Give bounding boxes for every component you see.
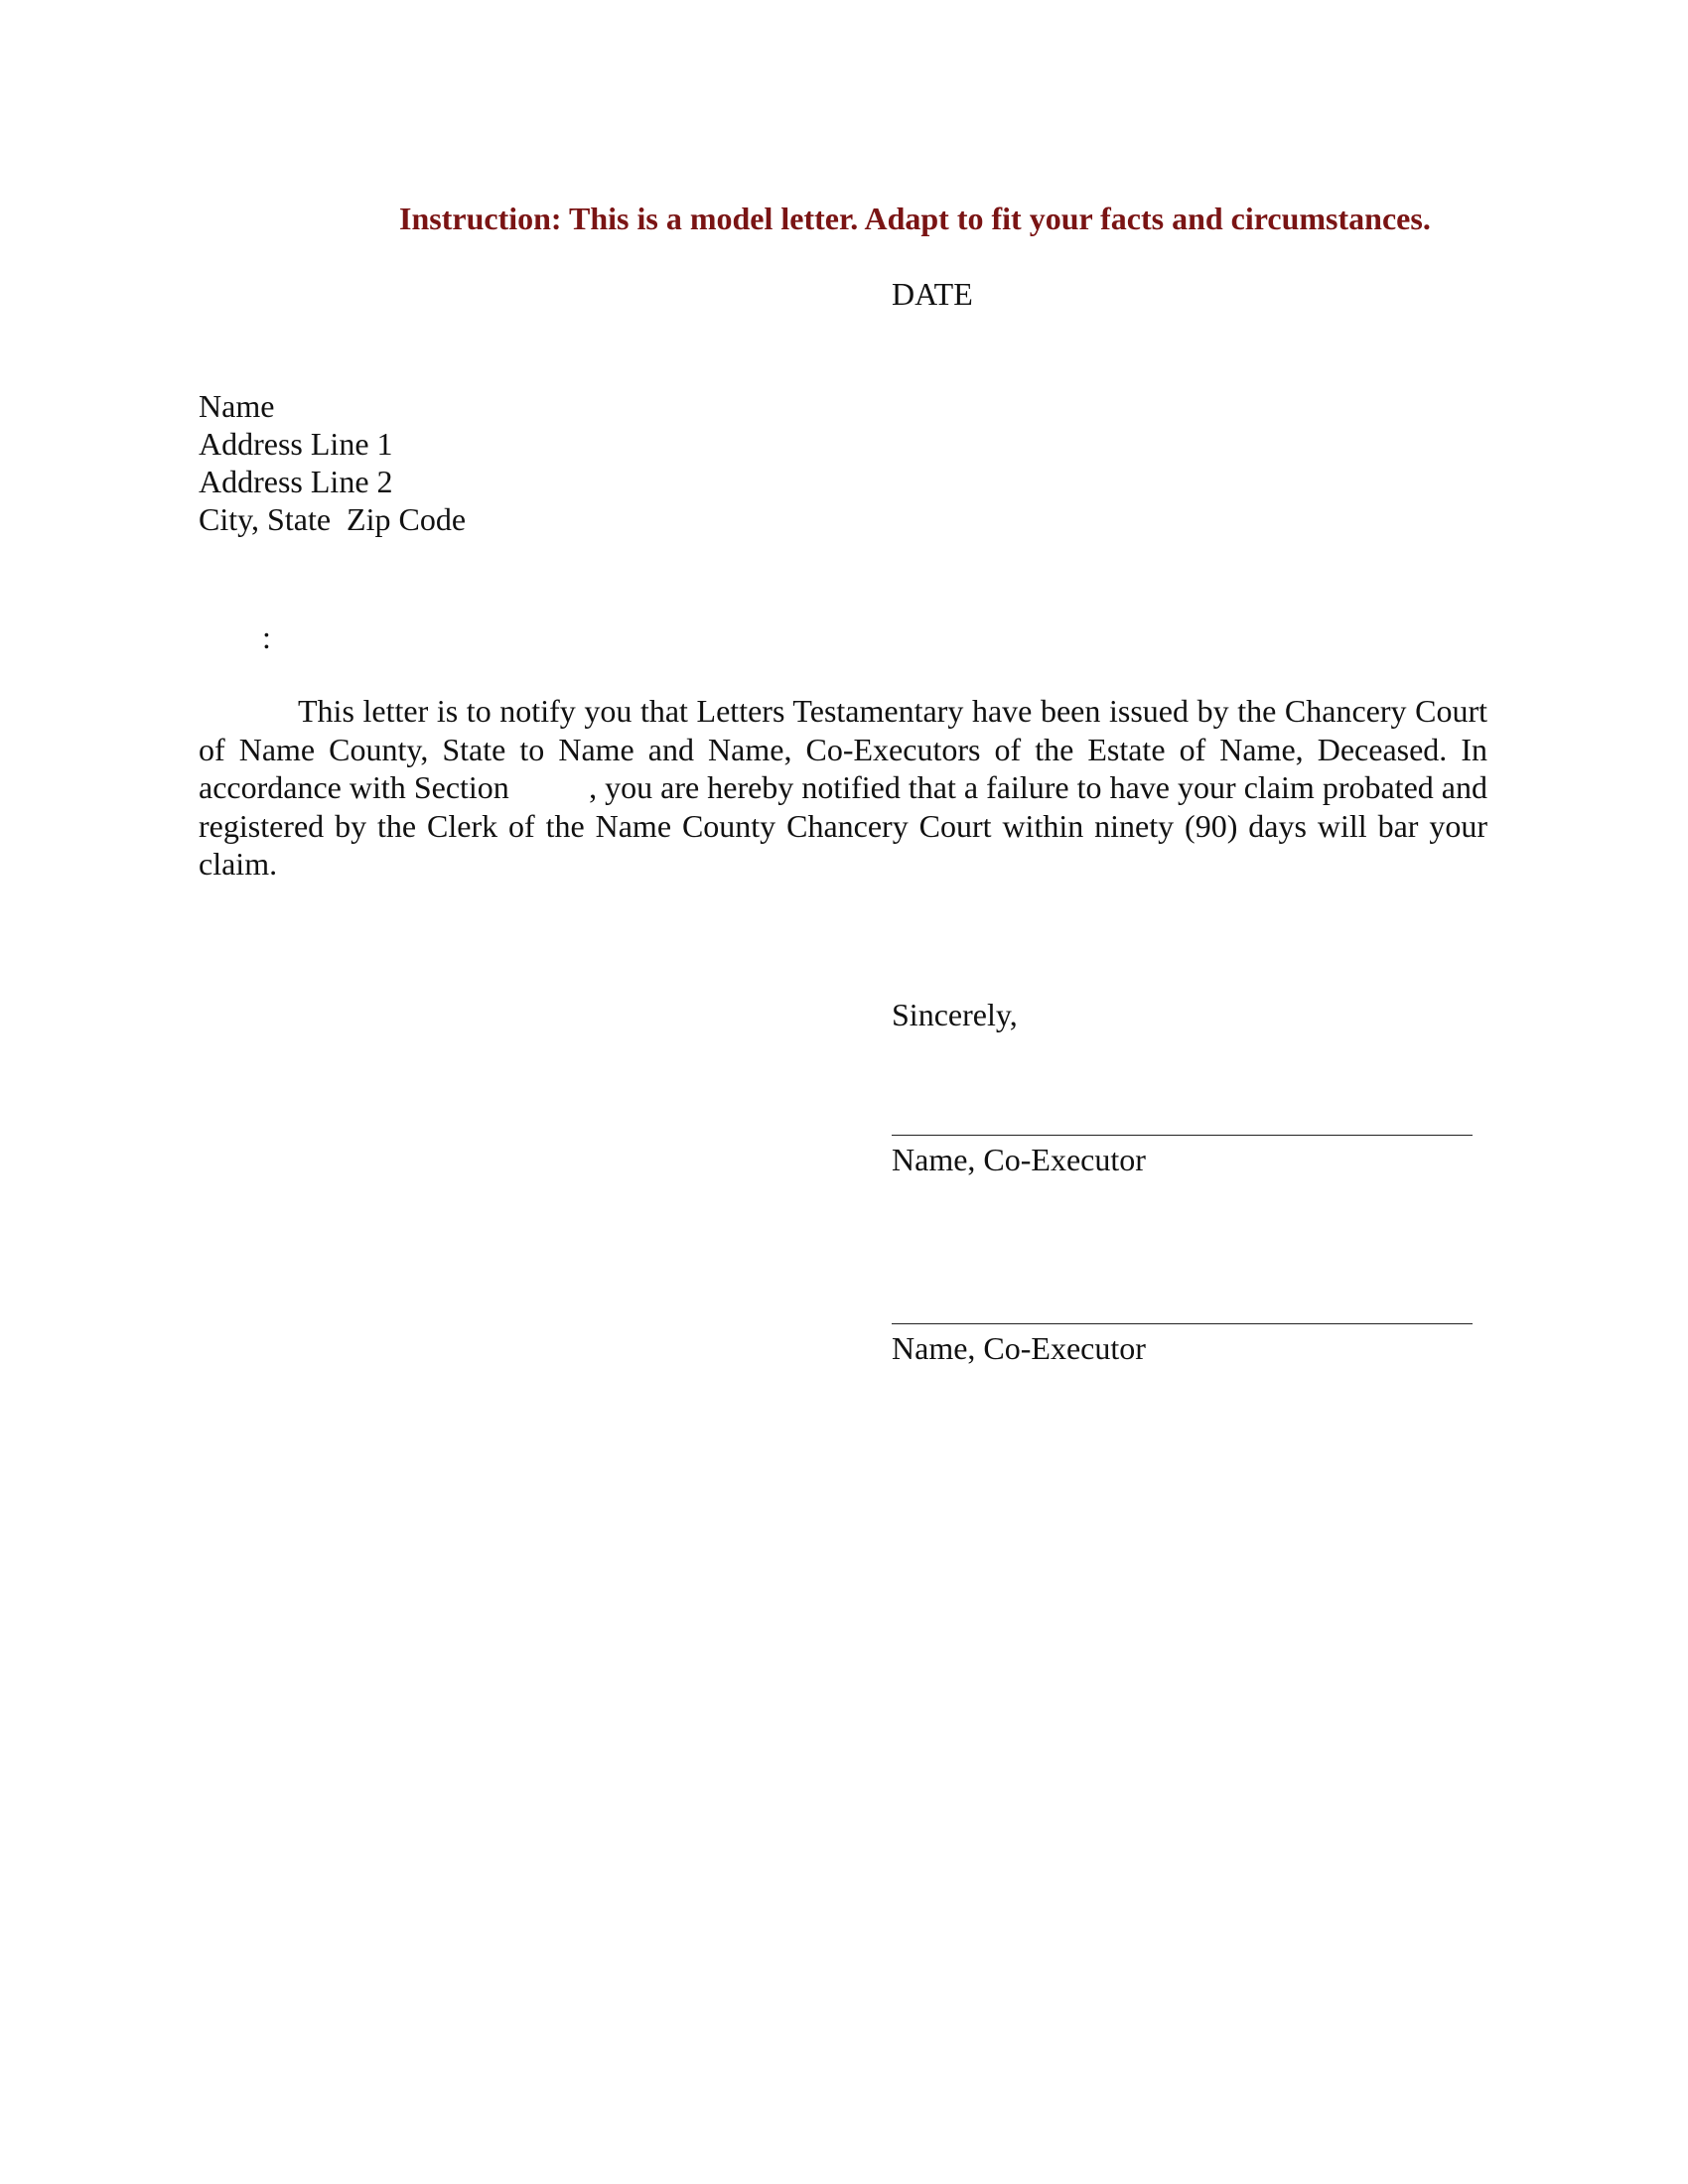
letter-body: This letter is to notify you that Letters Testamentary have been issued by the Chancery Court of Name County, State to Name and Name, Co-Executors of the Estate of Name, Deceased. In accordance with Section , you are hereby notified that a failure to have your claim probated and registered by the Clerk of the Name County Chancery Court within ninety (90) days will bar your claim. <box>199 693 1495 882</box>
recipient-address-line-1: Address Line 1 <box>199 426 393 462</box>
salutation-text: : <box>262 619 271 655</box>
salutation <box>199 617 271 657</box>
letter-date: DATE <box>892 276 973 312</box>
recipient-address-line-2: Address Line 2 <box>199 464 393 499</box>
instruction-note: Instruction: This is a model letter. Adapt to fit your facts and circumstances. <box>399 201 1431 236</box>
signature-name-2: Name, Co-Executor <box>892 1330 1146 1366</box>
recipient-name: Name <box>199 388 275 424</box>
closing: Sincerely, <box>892 997 1018 1032</box>
signature-line-1 <box>892 1135 1473 1136</box>
signature-line-2 <box>892 1323 1473 1324</box>
recipient-city-state-zip: City, State Zip Code <box>199 501 467 537</box>
recipient-address-block <box>199 387 466 538</box>
signature-name-1: Name, Co-Executor <box>892 1142 1146 1177</box>
